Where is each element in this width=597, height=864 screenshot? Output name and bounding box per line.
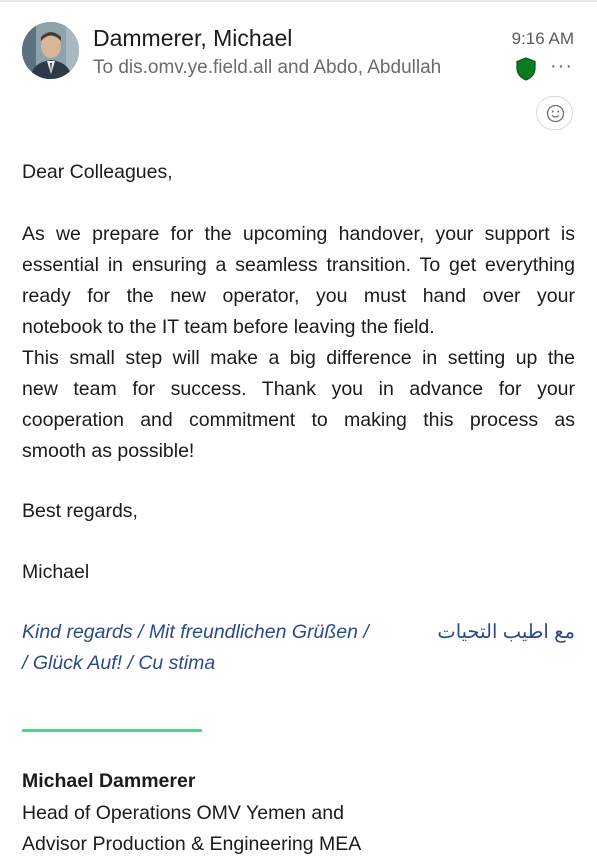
signature-divider: [22, 729, 202, 732]
more-horizontal-icon[interactable]: ···: [550, 55, 573, 77]
message-header: [0, 0, 597, 140]
signature-title-1: Head of Operations OMV Yemen and: [22, 802, 344, 824]
greeting: Dear Colleagues,: [22, 161, 173, 183]
paragraph-line: essential in ensuring a seamless transition. To get everything: [22, 254, 575, 276]
closing-arabic: مع اطيب التحيات: [437, 621, 575, 643]
sender-name[interactable]: Dammerer, Michael: [93, 25, 293, 51]
paragraph-line: notebook to the IT team before leaving the field.: [22, 316, 435, 338]
paragraph-line: cooperation and commitment to making this process as: [22, 409, 575, 431]
signoff: Best regards,: [22, 500, 138, 522]
react-button[interactable]: [536, 96, 573, 130]
closing-greetings: [22, 617, 575, 679]
paragraph-line: This small step will make a big difference in setting up the: [22, 347, 575, 369]
signature-name: Michael Dammerer: [22, 770, 196, 792]
closing-line-1: Kind regards / Mit freundlichen Grüßen /: [22, 621, 369, 643]
paragraph-line: smooth as possible!: [22, 440, 195, 462]
sender-avatar[interactable]: [22, 22, 79, 79]
message-paragraph-1: [22, 219, 575, 343]
message-paragraph-2: [22, 343, 575, 467]
paragraph-line: As we prepare for the upcoming handover, your support is: [22, 223, 575, 245]
closing-line-2: / Glück Auf! / Cu stima: [22, 652, 216, 674]
recipients-line[interactable]: To dis.omv.ye.field.all and Abdo, Abdullah: [93, 57, 442, 78]
sender-first-name: Michael: [22, 561, 90, 583]
paragraph-line: new team for success. Thank you in advance for your: [22, 378, 575, 400]
smiley-icon: [546, 104, 565, 123]
paragraph-line: ready for the new operator, you must hand over your: [22, 285, 575, 307]
signature-title-2: Advisor Production & Engineering MEA: [22, 833, 362, 855]
received-time: 9:16 AM: [511, 29, 574, 48]
shield-icon[interactable]: [515, 57, 537, 81]
